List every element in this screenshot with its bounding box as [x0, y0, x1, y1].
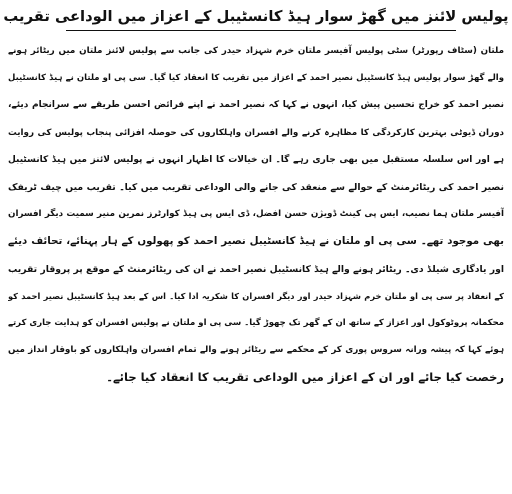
- article-headline: پولیس لائنز میں گھڑ سوار ہیڈ کانسٹیبل کے اعزاز میں الوداعی تقریب: [3, 8, 509, 25]
- article-body-line: رخصت کیا جائے اور ان کے اعزاز میں الوداعی تقریب کا انعقاد کیا جائے۔: [106, 370, 504, 385]
- headline-underline: [66, 30, 456, 31]
- article-body-line: ملتان (سٹاف رپورٹر) سٹی پولیس آفیسر ملتان خرم شہزاد حیدر کی جانب سے پولیس لائنز ملتان میں ریٹائر ہونے: [8, 46, 504, 56]
- article-body-line: بھی موجود تھے۔ سی پی او ملتان نے ہیڈ کانسٹیبل نصیر احمد کو پھولوں کے ہار پہنائے، تحائف دیئے: [8, 235, 504, 248]
- article-body-line: دوران ڈیوٹی بہترین کارکردگی کا مظاہرہ کرنے والے افسران واہلکاروں کی حوصلہ افزائی پنجاب پولیس کی روایت: [8, 127, 504, 138]
- article-body-line: آفیسر ملتان ہما نصیب، ایس پی کینٹ ڈویژن حسن افضل، ڈی ایس پی ہیڈ کوارٹرز نمرین منیر سمیت دیگر افسران: [8, 209, 504, 220]
- article-body-line: اور یادگاری شیلڈ دی۔ ریٹائر ہونے والے ہیڈ کانسٹیبل نصیر احمد نے ان کی ریٹائرمنٹ کے موقع پر پروقار تقریب: [8, 263, 504, 275]
- article-body-line: والے گھڑ سوار پولیس ہیڈ کانسٹیبل نصیر احمد کے اعزاز میں تقریب کا انعقاد کیا گیا۔ سی پی او ملتان نے ہیڈ کانسٹیبل: [8, 73, 504, 84]
- article-body-line: نصیر احمد کو خراج تحسین پیش کیا، انہوں نے کہا کہ نصیر احمد نے اپنے فرائض احسن طریقے سے سرانجام دیئے،: [8, 100, 504, 111]
- article-body-line: محکمانہ پروٹوکول اور اعزاز کے ساتھ ان کے گھر تک چھوڑ گیا۔ سی پی او ملتان نے پولیس افسران کو ہدایت جاری کرتے: [8, 317, 504, 328]
- article-body-line: ہے اور اس سلسلہ مستقبل میں بھی جاری رہے گا۔ ان خیالات کا اظہار انہوں نے پولیس لائنز میں ہیڈ کانسٹیبل: [8, 154, 504, 165]
- article-body-line: کے انعقاد پر سی پی او ملتان خرم شہزاد حیدر اور دیگر افسران کا شکریہ ادا کیا۔ اس کے بعد ہیڈ کانسٹیبل نصیر احمد کو: [8, 290, 504, 301]
- article-body-line: ہوئے کہا کہ پیشہ ورانہ سروس پوری کر کے محکمے سے ریٹائر ہونے والے تمام افسران واہلکاروں کو باوقار انداز میں: [8, 345, 504, 356]
- article-body: [8, 38, 504, 391]
- article-body-line: نصیر احمد کی ریٹائرمنٹ کے حوالے سے منعقد کی جانے والی الوداعی تقریب میں کیا۔ تقریب میں چیف ٹریفک: [8, 181, 504, 193]
